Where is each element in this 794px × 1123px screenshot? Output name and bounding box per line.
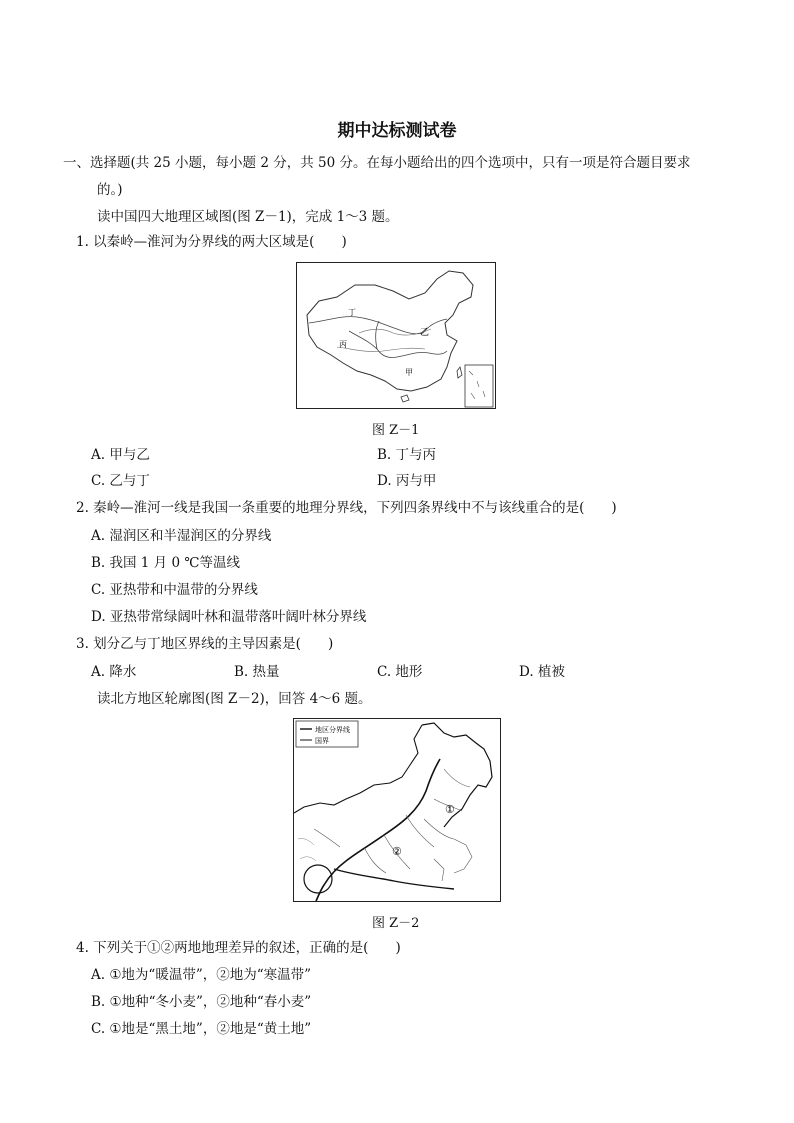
legend-border: 国界 bbox=[315, 737, 329, 745]
page-title: 期中达标测试卷 bbox=[337, 121, 457, 141]
label-ding: 丁 bbox=[348, 308, 356, 317]
label-place-2: ② bbox=[392, 845, 402, 858]
label-yi: 乙 bbox=[420, 328, 430, 338]
q3-option-c: C. 地形 bbox=[377, 664, 423, 680]
q1-stem: 1. 以秦岭—淮河为分界线的两大区域是( ) bbox=[76, 234, 347, 250]
figure-china-regions-map bbox=[296, 262, 496, 409]
q4-option-b: B. ①地种“冬小麦”，②地种“春小麦” bbox=[91, 994, 312, 1010]
label-jia: 甲 bbox=[405, 368, 413, 377]
figure2-caption: 图 Z－2 bbox=[372, 916, 420, 931]
q3-option-d: D. 植被 bbox=[519, 664, 565, 680]
q2-option-d: D. 亚热带常绿阔叶林和温带落叶阔叶林分界线 bbox=[91, 609, 367, 625]
section-heading-line1: 一、选择题(共 25 小题，每小题 2 分，共 50 分。在每小题给出的四个选项中，只有一项是符合题目要求 bbox=[63, 155, 691, 171]
intro-fig2: 读北方地区轮廓图(图 Z－2)，回答 4～6 题。 bbox=[97, 691, 372, 707]
label-bing: 丙 bbox=[339, 340, 347, 349]
section-heading-line2: 的。) bbox=[97, 182, 123, 198]
q3-option-a: A. 降水 bbox=[91, 664, 137, 680]
legend-region-line: 地区分界线 bbox=[315, 726, 350, 734]
q3-stem: 3. 划分乙与丁地区界线的主导因素是( ) bbox=[76, 636, 334, 652]
intro-fig1: 读中国四大地理区域图(图 Z－1)，完成 1～3 题。 bbox=[97, 209, 399, 225]
q2-option-a: A. 湿润区和半湿润区的分界线 bbox=[91, 528, 272, 544]
q2-option-b: B. 我国 1 月 0 ℃等温线 bbox=[91, 555, 240, 571]
q3-option-b: B. 热量 bbox=[234, 664, 280, 680]
q4-option-c: C. ①地是“黑土地”，②地是“黄土地” bbox=[91, 1021, 312, 1037]
q1-option-d: D. 丙与甲 bbox=[377, 473, 437, 489]
figure1-caption: 图 Z－1 bbox=[372, 423, 420, 438]
q1-option-c: C. 乙与丁 bbox=[91, 473, 150, 489]
figure-north-region-map bbox=[293, 718, 501, 902]
q4-stem: 4. 下列关于①②两地地理差异的叙述，正确的是( ) bbox=[76, 940, 401, 956]
label-place-1: ① bbox=[445, 803, 455, 816]
q2-option-c: C. 亚热带和中温带的分界线 bbox=[91, 582, 258, 598]
q1-option-b: B. 丁与丙 bbox=[377, 447, 437, 463]
q1-option-a: A. 甲与乙 bbox=[91, 447, 150, 463]
q4-option-a: A. ①地为“暖温带”，②地为“寒温带” bbox=[91, 967, 312, 983]
q2-stem: 2. 秦岭—淮河一线是我国一条重要的地理分界线，下列四条界线中不与该线重合的是( ) bbox=[76, 500, 617, 516]
